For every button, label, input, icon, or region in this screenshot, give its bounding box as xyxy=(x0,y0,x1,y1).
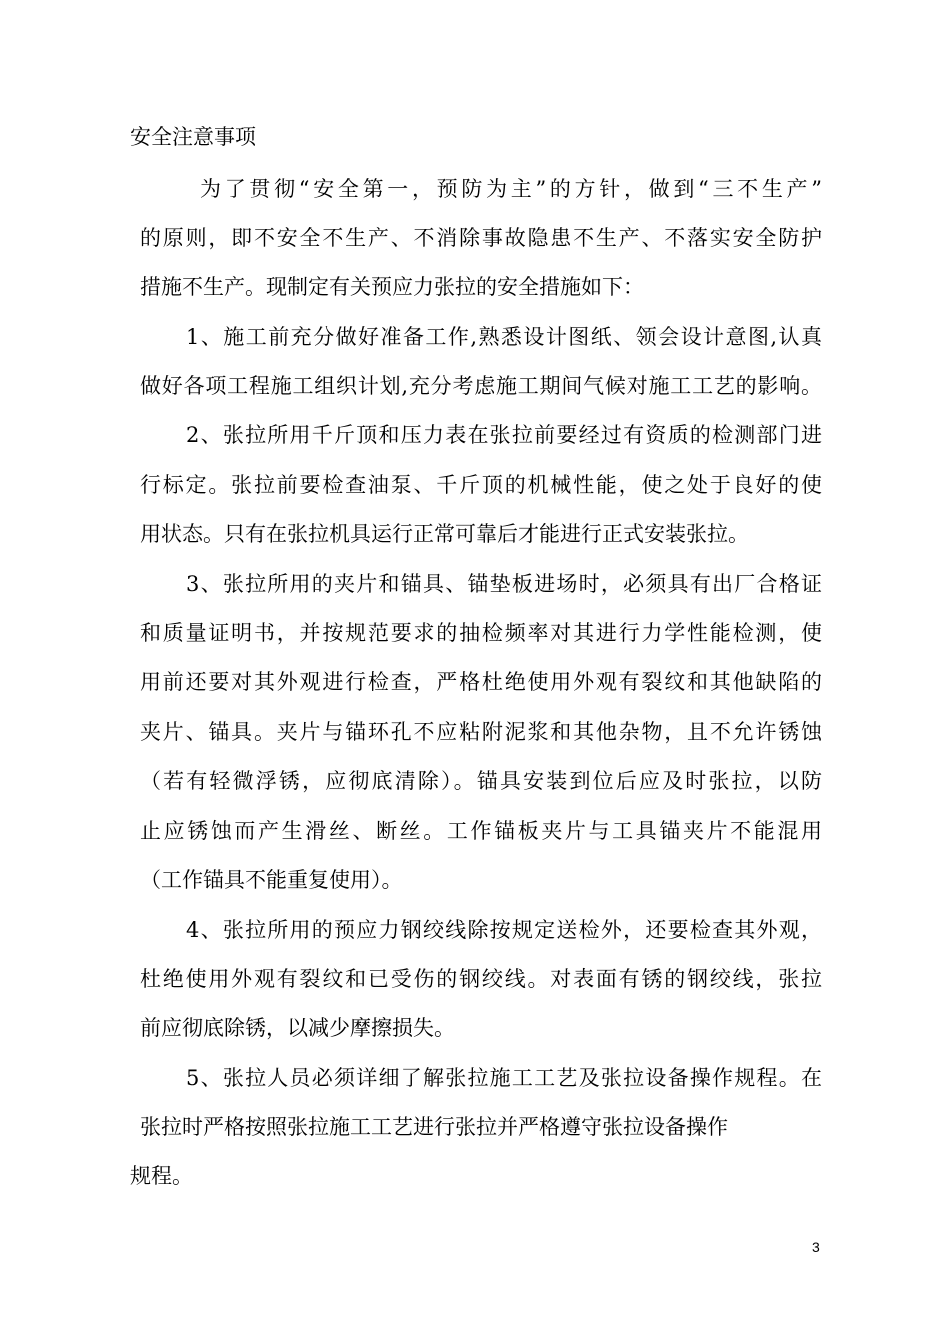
text-line: 为了贯彻“安全第一，预防为主”的方针，做到“三不生产” xyxy=(200,177,826,201)
text-line: 3、张拉所用的夹片和锚具、锚垫板进场时，必须具有出厂合格证 xyxy=(186,572,824,596)
text-line: 用前还要对其外观进行检查，严格杜绝使用外观有裂纹和其他缺陷的 xyxy=(140,670,824,694)
text-line: 规程。 xyxy=(130,1164,193,1188)
text-line: 4、张拉所用的预应力钢绞线除按规定送检外，还要检查其外观， xyxy=(186,918,824,942)
section-heading: 安全注意事项 xyxy=(130,125,256,149)
text-line: 1、施工前充分做好准备工作,熟悉设计图纸、领会设计意图,认真 xyxy=(186,325,824,349)
text-line: 措施不生产。现制定有关预应力张拉的安全措施如下： xyxy=(140,275,644,299)
page-number: 3 xyxy=(812,1239,820,1255)
text-line: 行标定。张拉前要检查油泵、千斤顶的机械性能，使之处于良好的使 xyxy=(140,473,824,497)
text-line: （工作锚具不能重复使用）。 xyxy=(140,868,403,892)
text-line: 止应锈蚀而产生滑丝、断丝。工作锚板夹片与工具锚夹片不能混用 xyxy=(140,819,825,843)
text-line: 夹片、锚具。夹片与锚环孔不应粘附泥浆和其他杂物，且不允许锈蚀 xyxy=(140,720,824,744)
text-line: 的原则，即不安全不生产、不消除事故隐患不生产、不落实安全防护 xyxy=(140,226,824,250)
text-line: 前应彻底除锈，以减少摩擦损失。 xyxy=(140,1016,455,1040)
text-line: 和质量证明书，并按规范要求的抽检频率对其进行力学性能检测，使 xyxy=(140,621,824,645)
text-line: 5、张拉人员必须详细了解张拉施工工艺及张拉设备操作规程。在 xyxy=(186,1066,824,1090)
text-line: 做好各项工程施工组织计划,充分考虑施工期间气候对施工工艺的影响。 xyxy=(140,374,823,398)
text-line: 张拉时严格按照张拉施工工艺进行张拉并严格遵守张拉设备操作 xyxy=(140,1115,728,1139)
text-line: （若有轻微浮锈，应彻底清除）。锚具安装到位后应及时张拉，以防 xyxy=(140,769,825,793)
text-line: 用状态。只有在张拉机具运行正常可靠后才能进行正式安装张拉。 xyxy=(140,522,749,546)
text-line: 杜绝使用外观有裂纹和已受伤的钢绞线。对表面有锈的钢绞线，张拉 xyxy=(140,967,824,991)
text-line: 2、张拉所用千斤顶和压力表在张拉前要经过有资质的检测部门进 xyxy=(186,423,824,447)
